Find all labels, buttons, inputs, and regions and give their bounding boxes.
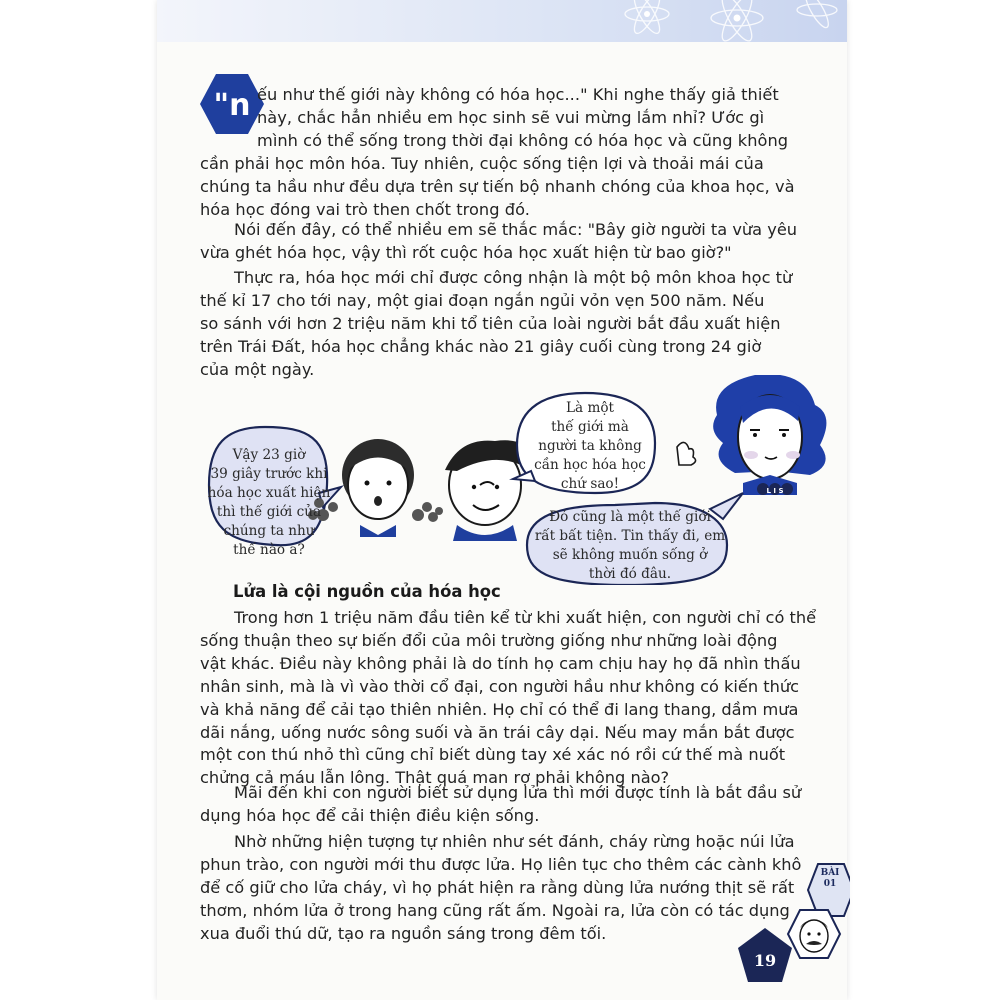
text-line: mình có thể sống trong thời đại không có hóa học và cũng không xyxy=(257,130,789,150)
text-line: dãi nắng, uống nước sông suối và ăn trái cây dại. Nếu may mắn bắt được xyxy=(200,722,795,742)
text-line: chửng cả máu lẫn lông. Thật quá man rợ phải không nào? xyxy=(200,768,670,788)
scientist-face-icon xyxy=(800,920,828,952)
paragraph-history xyxy=(200,267,820,382)
boy-dialogue xyxy=(520,399,660,494)
drop-cap-hexagon xyxy=(198,70,266,138)
text-line: Thực ra, hóa học mới chỉ được công nhận là một bộ môn khoa học từ xyxy=(234,268,793,287)
bubble-line: người ta không xyxy=(538,438,642,454)
text-line: cần phải học môn hóa. Tuy nhiên, cuộc sống tiện lợi và thoải mái của xyxy=(200,153,764,173)
text-line: thơm, nhóm lửa ở trong hang cũng rất ấm. Ngoài ra, lửa còn có tác dụng xyxy=(200,900,790,920)
text-line: sống thuận theo sự biến đổi của môi trường giống như những loài động xyxy=(200,630,778,650)
bubble-line: cần học hóa học xyxy=(534,457,646,473)
intro-paragraph xyxy=(200,84,817,221)
chapter-word: BÀI xyxy=(820,868,840,878)
text-line: vật khác. Điều này không phải là do tính họ cam chịu hay họ đã nhìn thấu xyxy=(200,653,801,673)
decorative-header-band xyxy=(157,0,847,42)
teacher-character xyxy=(677,375,826,495)
text-line: nhân sinh, mà là vì vào thời cổ đại, con người hầu như không có kiến thức xyxy=(200,676,800,696)
paragraph-question xyxy=(200,219,820,265)
text-line: một con thú nhỏ thì cũng chỉ biết dùng tay xé xác nó rồi cứ thế mà nuốt xyxy=(200,745,786,765)
text-line: và khả năng để cải tạo thiên nhiên. Họ chỉ có thể đi lang thang, dầm mưa xyxy=(200,699,799,719)
page-number: 19 xyxy=(753,951,777,970)
text-line: của một ngày. xyxy=(200,359,315,379)
bubble-line: thế giới mà xyxy=(551,419,629,435)
bubble-line: sẽ không muốn sống ở xyxy=(552,547,708,563)
text-line: để cố giữ cho lửa cháy, vì họ phát hiện ra rằng dùng lửa nướng thịt sẽ rất xyxy=(200,877,795,897)
girl-dialogue xyxy=(200,446,338,560)
text-line: thế kỉ 17 cho tới nay, một giai đoạn ngắn ngủi vỏn vẹn 500 năm. Nếu xyxy=(200,290,765,310)
bubble-line: 39 giây trước khi xyxy=(210,466,328,482)
text-line: Nói đến đây, có thể nhiều em sẽ thắc mắc: "Bây giờ người ta vừa yêu xyxy=(234,220,798,239)
text-line: dụng hóa học để cải thiện điều kiện sống. xyxy=(200,805,540,825)
paragraph-fire-use xyxy=(200,782,820,828)
bubble-line: chứ sao! xyxy=(560,476,620,492)
text-line: hóa học đóng vai trò then chốt trong đó. xyxy=(200,199,530,219)
paragraph-fire-origin xyxy=(200,831,820,946)
text-line: ếu như thế giới này không có hóa học..." Khi nghe thấy giả thiết xyxy=(257,85,779,104)
text-line: Nhờ những hiện tượng tự nhiên như sét đánh, cháy rừng hoặc núi lửa xyxy=(234,832,795,851)
bubble-line: thì thế giới của xyxy=(216,504,322,520)
text-line: chúng ta hầu như đều dựa trên sự tiến bộ nhanh chóng của khoa học, và xyxy=(200,176,795,196)
text-line: vừa ghét hóa học, vậy thì rốt cuộc hóa học xuất hiện từ bao giờ?" xyxy=(200,242,732,262)
bubble-line: hóa học xuất hiện xyxy=(207,485,331,501)
drop-cap-letter: "n xyxy=(213,88,251,123)
bubble-line: thời đó đâu. xyxy=(588,566,672,582)
text-line: Trong hơn 1 triệu năm đầu tiên kể từ khi xuất hiện, con người chỉ có thể xyxy=(234,608,817,627)
chapter-label xyxy=(810,868,850,890)
bubble-line: Đó cũng là một thế giới xyxy=(549,509,711,525)
paragraph-prehistory xyxy=(200,607,820,790)
text-line: phun trào, con người mới thu được lửa. Họ liên tục cho thêm các cành khô xyxy=(200,854,802,874)
text-line: so sánh với hơn 2 triệu năm khi tổ tiên của loài người bắt đầu xuất hiện xyxy=(200,313,781,333)
teacher-badge-text: L I S xyxy=(766,487,784,495)
text-line: xua đuổi thú dữ, tạo ra nguồn sáng trong đêm tối. xyxy=(200,923,607,943)
text-line: Mãi đến khi con người biết sử dụng lửa thì mới được tính là bắt đầu sử xyxy=(234,783,802,802)
atom-pattern-icon xyxy=(587,0,847,42)
text-line: này, chắc hẳn nhiều em học sinh sẽ vui mừng lắm nhỉ? Ước gì xyxy=(257,107,765,127)
text-line: trên Trái Đất, hóa học chẳng khác nào 21 giây cuối cùng trong 24 giờ xyxy=(200,336,762,356)
bubble-line: Vậy 23 giờ xyxy=(232,447,306,463)
section-heading: Lửa là cội nguồn của hóa học xyxy=(233,582,501,601)
bubble-line: Là một xyxy=(566,400,614,416)
teacher-dialogue xyxy=(530,508,730,584)
bubble-line: thế nào a? xyxy=(233,542,305,558)
chapter-number: 01 xyxy=(823,879,837,889)
page-number-pentagon xyxy=(736,926,794,984)
bubble-line: chúng ta như xyxy=(223,523,315,539)
bubble-line: rất bất tiện. Tin thấy đi, em xyxy=(534,528,726,544)
